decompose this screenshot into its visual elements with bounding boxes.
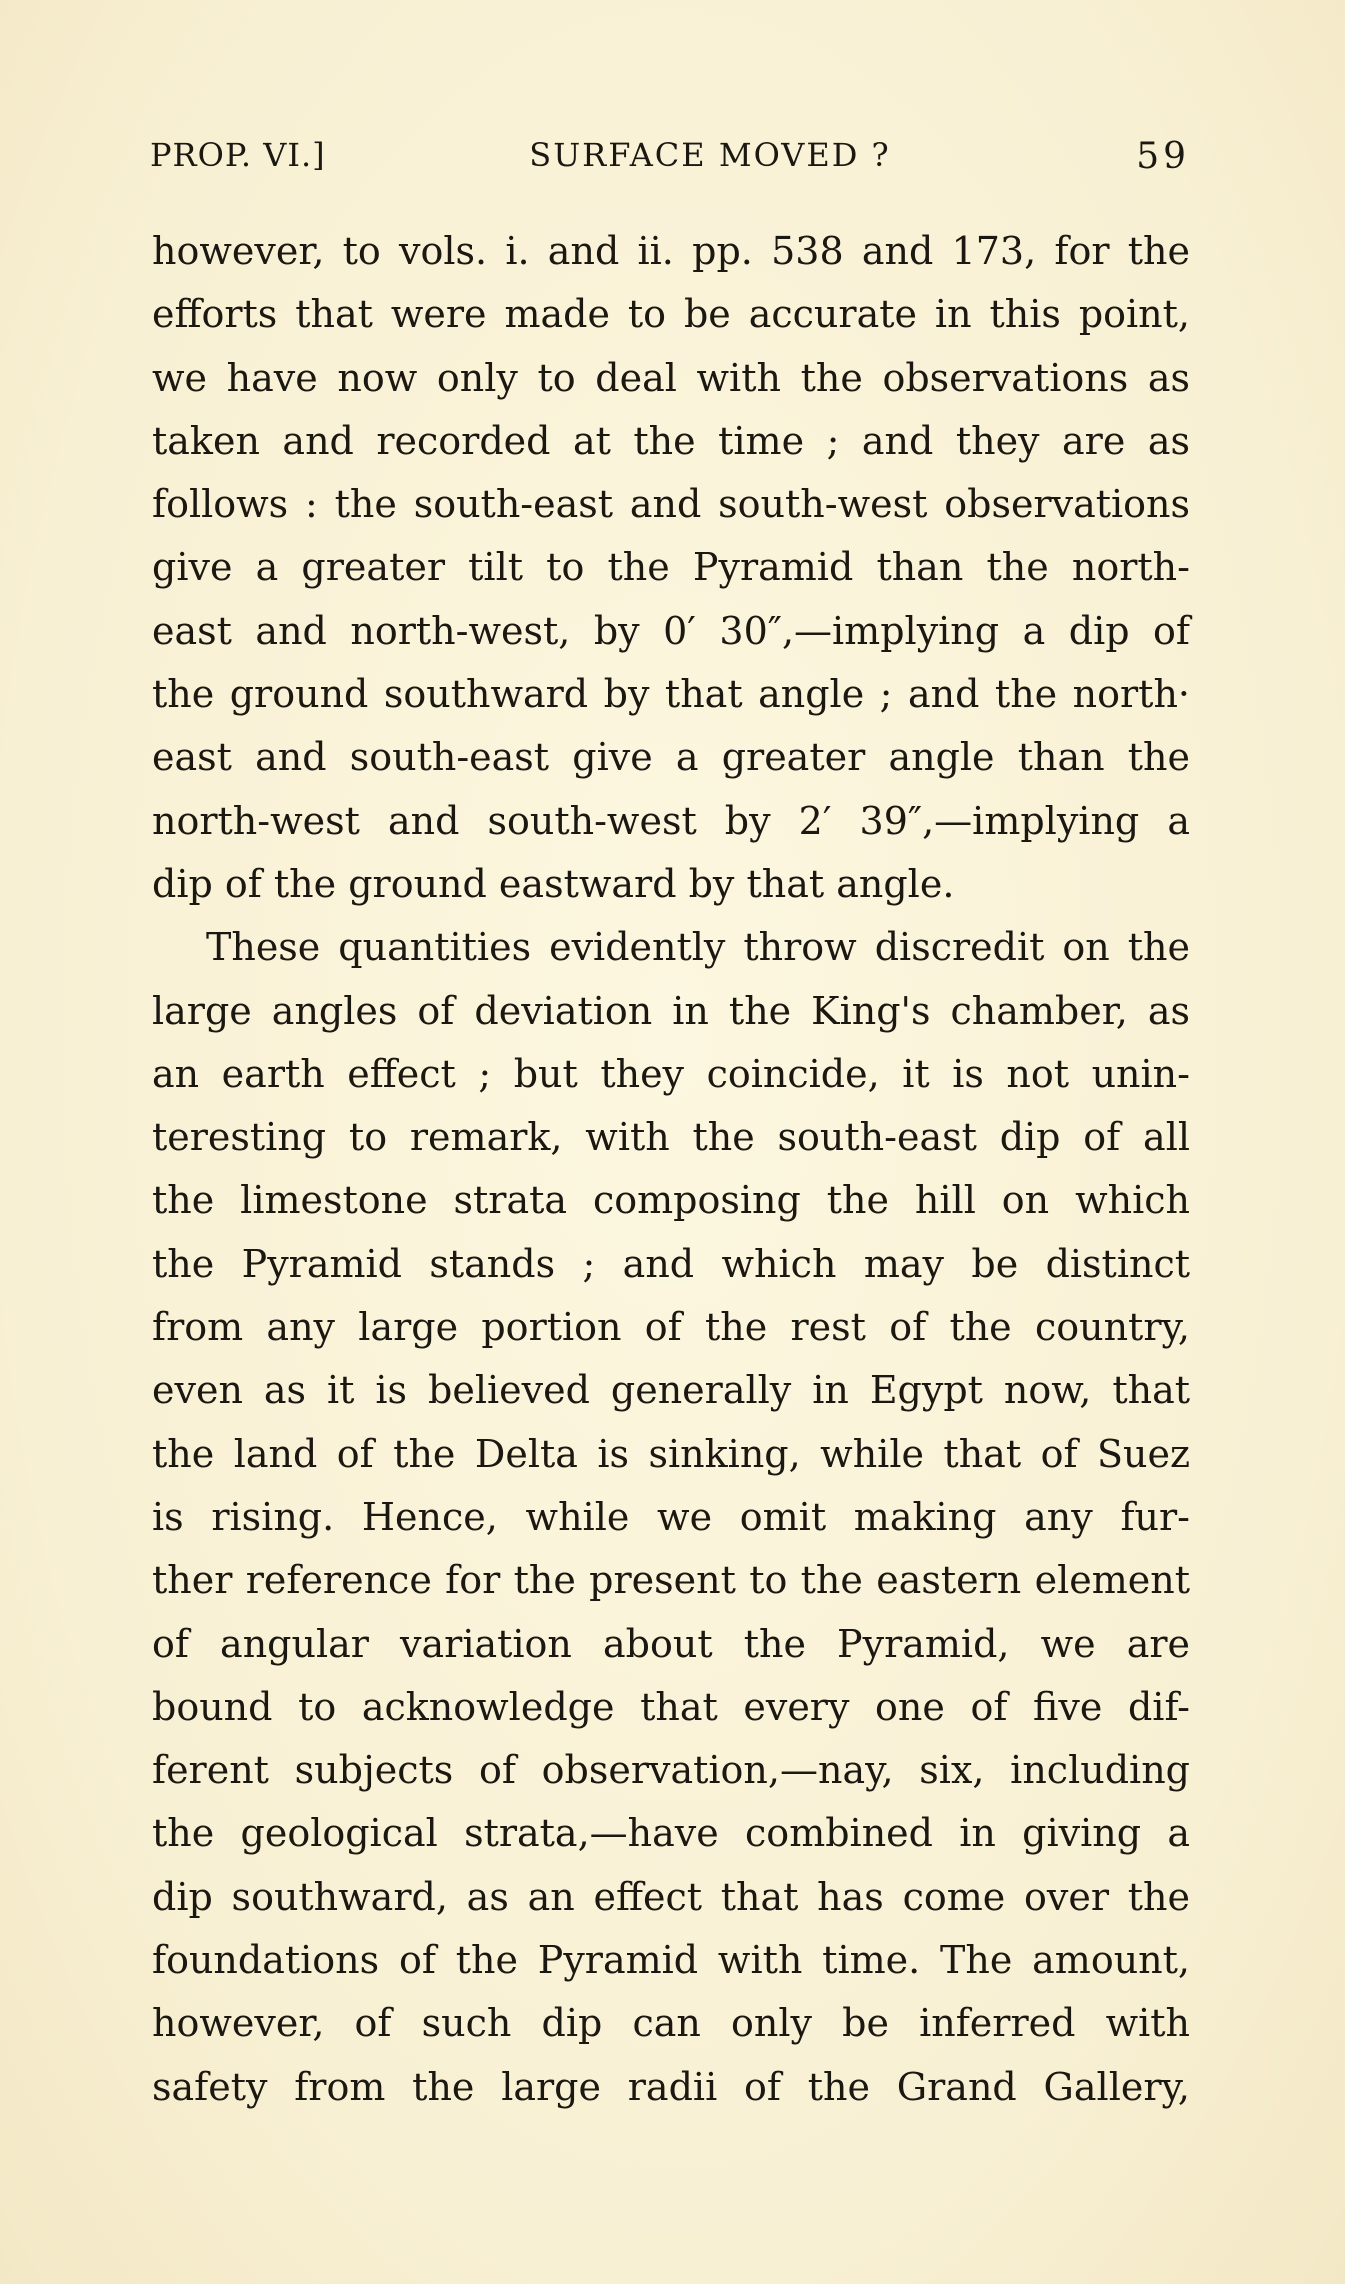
chapter-title: SURFACE MOVED ? <box>529 136 891 174</box>
text-line: however, to vols. i. and ii. pp. 538 and 173, for the <box>152 229 1190 273</box>
text-line: dip southward, as an effect that has come over the <box>152 1874 1190 1919</box>
body-text <box>152 220 1190 2119</box>
text-line: bound to acknowledge that every one of five dif- <box>152 1684 1190 1729</box>
paragraph-first-line: These quantities evidently throw discredit on the <box>206 925 1190 970</box>
text-line: from any large portion of the rest of the country, <box>152 1305 1190 1350</box>
text-line: give a greater tilt to the Pyramid than the north- <box>152 545 1190 590</box>
running-head <box>150 136 1190 176</box>
text-line: safety from the large radii of the Grand Gallery, <box>152 2064 1190 2109</box>
text-line: is rising. Hence, while we omit making any fur- <box>152 1494 1190 1539</box>
text-line: east and south-east give a greater angle than the <box>152 735 1190 780</box>
text-line: teresting to remark, with the south-east dip of all <box>152 1115 1190 1160</box>
text-line: of angular variation about the Pyramid, we are <box>152 1621 1190 1666</box>
text-line: ther reference for the present to the eastern element <box>152 1558 1190 1603</box>
text-line: follows : the south-east and south-west observations <box>152 482 1190 527</box>
text-line: however, of such dip can only be inferred with <box>152 2001 1190 2046</box>
text-line: the geological strata,—have combined in giving a <box>152 1811 1190 1856</box>
text-line: even as it is believed generally in Egypt now, that <box>152 1368 1190 1413</box>
text-line: taken and recorded at the time ; and they are as <box>152 418 1190 463</box>
text-line: the Pyramid stands ; and which may be distinct <box>152 1241 1190 1286</box>
section-reference: PROP. VI.] <box>150 136 326 174</box>
text-line: large angles of deviation in the King's chamber, as <box>152 988 1190 1033</box>
page-number: 59 <box>1136 136 1190 177</box>
text-line: the ground southward by that angle ; and the north· <box>152 672 1190 717</box>
text-line: dip of the ground eastward by that angle. <box>152 861 955 906</box>
text-line: east and north-west, by 0′ 30″,—implying a dip of <box>152 608 1190 653</box>
text-line: an earth effect ; but they coincide, it is not unin- <box>152 1051 1190 1096</box>
text-line: we have now only to deal with the observations as <box>152 355 1190 400</box>
text-line: efforts that were made to be accurate in this point, <box>152 292 1190 337</box>
text-line: the land of the Delta is sinking, while that of Suez <box>152 1431 1190 1476</box>
text-line: the limestone strata composing the hill on which <box>152 1178 1190 1223</box>
text-line: north-west and south-west by 2′ 39″,—implying a <box>152 798 1190 843</box>
text-line: ferent subjects of observation,—nay, six, including <box>152 1748 1190 1793</box>
text-line: foundations of the Pyramid with time. The amount, <box>152 1938 1190 1983</box>
